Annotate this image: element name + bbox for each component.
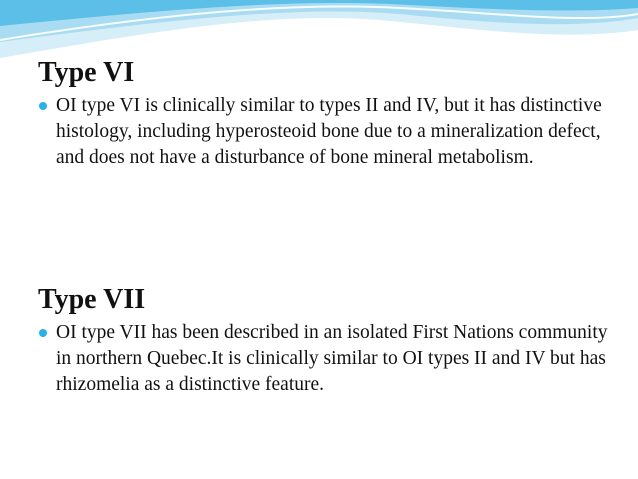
section-heading: Type VI <box>38 57 135 88</box>
bullet-dot-icon <box>39 102 47 110</box>
section-type-vii <box>38 283 608 398</box>
bullet-item <box>38 93 608 171</box>
section-heading: Type VII <box>38 284 146 315</box>
section-type-vi <box>38 56 608 171</box>
bullet-dot-icon <box>39 329 47 337</box>
bullet-text: OI type VII has been described in an isolated First Nations community in northern Quebec.It is clinically similar to OI types II and IV but has rhizomelia as a distinctive feature. <box>56 322 608 395</box>
bullet-item <box>38 320 608 398</box>
bullet-text: OI type VI is clinically similar to types II and IV, but it has distinctive histology, including hyperosteoid bone due to a mineralization defect, and does not have a disturbance of bone mineral metabolism. <box>56 95 602 168</box>
